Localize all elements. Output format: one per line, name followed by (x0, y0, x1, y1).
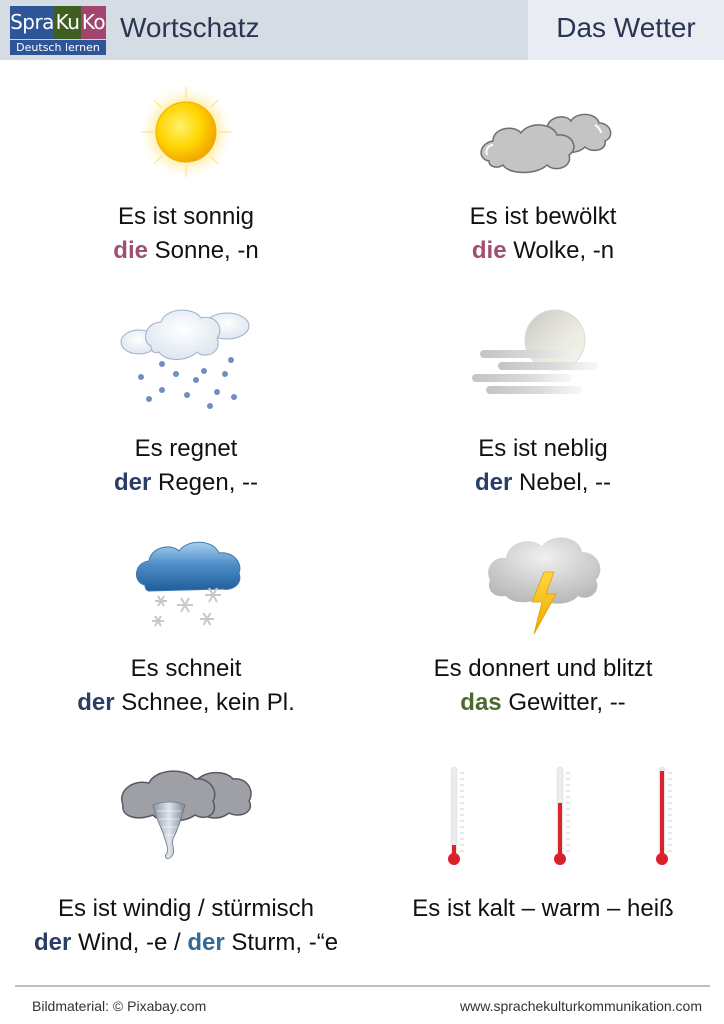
thermometer-warm (554, 767, 570, 865)
article-der-sturm: der (187, 929, 225, 956)
header-bar (0, 0, 724, 60)
noun-text: Sonne, -n (147, 237, 259, 264)
article-das: das (460, 689, 502, 716)
vocab-card-temperatur (362, 765, 724, 965)
vocab-card-schnee (5, 530, 367, 730)
clouds-icon (477, 103, 617, 175)
tornado-icon (115, 765, 255, 865)
footer-divider (15, 985, 710, 987)
vocab-card-wolke (362, 85, 724, 270)
logo-segment-spra: Spra (10, 6, 54, 39)
vocab-card-sonne (5, 85, 367, 270)
logo-segment-ku: Ku (54, 6, 81, 39)
phrase-text: Es ist windig / stürmisch (57, 895, 315, 922)
article-der-wind: der (33, 929, 72, 956)
article-der: der (474, 469, 513, 496)
noun-line (362, 685, 724, 721)
article-der: der (77, 689, 115, 716)
website-link[interactable]: www.sprachekulturkommunikation.com (460, 998, 702, 1014)
noun-line (5, 465, 367, 501)
phrase-text: Es ist neblig (478, 435, 608, 462)
thunderstorm-icon (482, 530, 606, 640)
noun-text-wind: Wind, -e / (71, 929, 188, 956)
vocab-card-gewitter (362, 530, 724, 730)
vocab-card-nebel (362, 300, 724, 500)
noun-text: Wolke, -n (506, 237, 615, 264)
noun-line (5, 233, 367, 269)
phrase-text: Es ist bewölkt (469, 203, 617, 230)
noun-line (5, 925, 367, 961)
noun-line (362, 465, 724, 501)
phrase-text: Es regnet (134, 435, 238, 462)
image-credit: Bildmaterial: © Pixabay.com (32, 998, 207, 1014)
phrase-text: Es ist sonnig (117, 203, 255, 230)
phrase-text: Es donnert und blitzt (433, 655, 653, 682)
noun-text: Schnee, kein Pl. (114, 689, 295, 716)
noun-text-sturm: Sturm, -“e (224, 929, 339, 956)
snow-cloud-icon (133, 535, 243, 631)
thermometer-hot (656, 767, 672, 865)
noun-line (362, 233, 724, 269)
logo-subtitle: Deutsch lernen (10, 39, 106, 55)
vocab-card-wind-sturm (5, 765, 367, 965)
sun-icon (136, 85, 236, 180)
page-title: Wortschatz (120, 12, 260, 43)
noun-line (5, 685, 367, 721)
rain-cloud-icon (115, 302, 255, 410)
article-die: die (113, 237, 148, 264)
phrase-text: Es schneit (130, 655, 242, 682)
logo-segment-ko: Ko (81, 6, 106, 39)
thermometer-cold (448, 767, 464, 865)
topic-title: Das Wetter (556, 12, 696, 43)
vocab-card-regen (5, 300, 367, 500)
fog-icon (470, 308, 610, 396)
phrase-text: Es ist kalt – warm – heiß (412, 895, 674, 922)
article-die: die (471, 237, 507, 264)
noun-text: Gewitter, -- (501, 689, 626, 716)
noun-text: Nebel, -- (512, 469, 612, 496)
sprakuko-logo (10, 6, 106, 55)
article-der: der (113, 469, 152, 496)
noun-text: Regen, -- (151, 469, 259, 496)
thermometers-icon (442, 765, 682, 869)
